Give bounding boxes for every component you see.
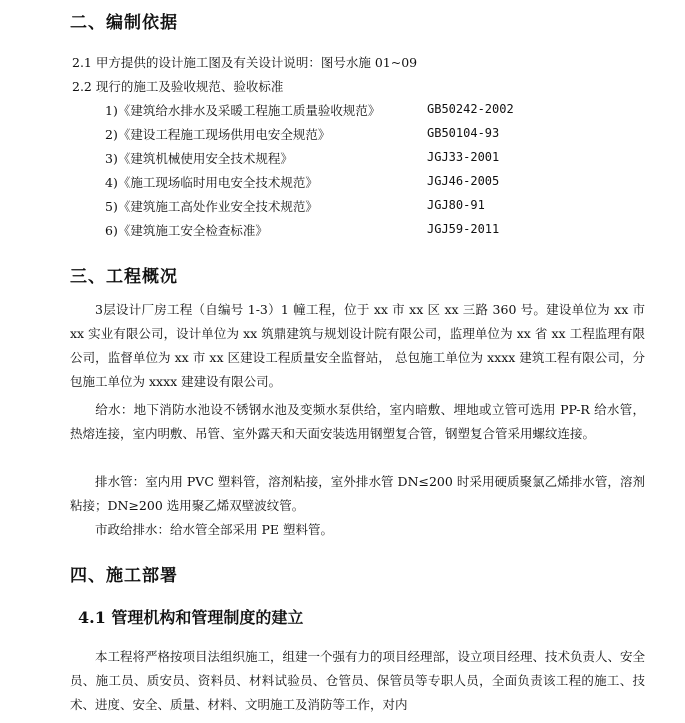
drainage-paragraph	[70, 470, 645, 518]
section-heading-deployment: 四、施工部署	[70, 566, 178, 586]
standard-title: 2)《建设工程施工现场供用电安全规范》	[105, 127, 331, 142]
standard-title: 3)《建筑机械使用安全技术规程》	[105, 151, 293, 166]
standard-title: 4)《施工现场临时用电安全技术规范》	[105, 175, 318, 190]
standard-title: 1)《建筑给水排水及采暖工程施工质量验收规范》	[105, 103, 381, 118]
water-supply-text: 给水：地下消防水池设不锈钢水池及变频水泵供给，室内暗敷、埋地或立管可选用 PP-R 给水管，热熔连接，室内明敷、吊管、室外露天和天面安装选用钢塑复合管，钢塑复合管采用螺纹连接。	[70, 402, 645, 441]
basis-line-2-2: 2.2 现行的施工及验收规范、验收标准	[72, 79, 284, 94]
standard-title: 5)《建筑施工高处作业安全技术规范》	[105, 199, 318, 214]
management-paragraph	[70, 645, 645, 717]
drainage-text: 排水管：室内用 PVC 塑料管，溶剂粘接，室外排水管 DN≤200 时采用硬质聚氯乙烯排水管，溶剂粘接；DN≥200 选用聚乙烯双壁波纹管。	[70, 474, 645, 513]
water-supply-paragraph	[70, 398, 645, 446]
overview-text: 3层设计厂房工程（自编号 1-3）1 幢工程，位于 xx 市 xx 区 xx 三路 360 号。建设单位为 xx 市 xx 实业有限公司，设计单位为 xx 筑鼎建筑与规划设计院有限公司，监理单位为 xx 省 xx 工程监理有限公司，监督单位为 xx 市 xx 区建设工程质量安全监督站， 总包施工单位为 xxxx 建筑工程有限公司，分包施工单位为 xxxx 建建设有限公司。	[70, 302, 645, 389]
management-text: 本工程将严格按项目法组织施工，组建一个强有力的项目经理部，设立项目经理、技术负责人、安全员、施工员、质安员、资料员、材料试验员、仓管员、保管员等专职人员，全面负责该工程的施工、技术、进度、安全、质量、材料、文明施工及消防等工作，对内	[70, 649, 646, 712]
subsection-heading-management: 4.1 管理机构和管理制度的建立	[78, 608, 304, 627]
municipal-paragraph	[70, 518, 645, 542]
municipal-text: 市政给排水：给水管全部采用 PE 塑料管。	[95, 522, 333, 537]
standard-code: JGJ59-2011	[427, 222, 500, 236]
standard-code: JGJ46-2005	[427, 174, 500, 188]
overview-paragraph	[70, 298, 645, 394]
standard-code: JGJ33-2001	[427, 150, 500, 164]
section-heading-compile-basis: 二、编制依据	[70, 13, 178, 33]
basis-line-2-1: 2.1 甲方提供的设计施工图及有关设计说明：图号水施 01~09	[72, 55, 418, 70]
standard-code: GB50104-93	[427, 126, 500, 140]
standard-title: 6)《建筑施工安全检查标准》	[105, 223, 268, 238]
standard-code: JGJ80-91	[427, 198, 485, 212]
section-heading-project-overview: 三、工程概况	[70, 267, 178, 287]
standard-code: GB50242-2002	[427, 102, 514, 116]
